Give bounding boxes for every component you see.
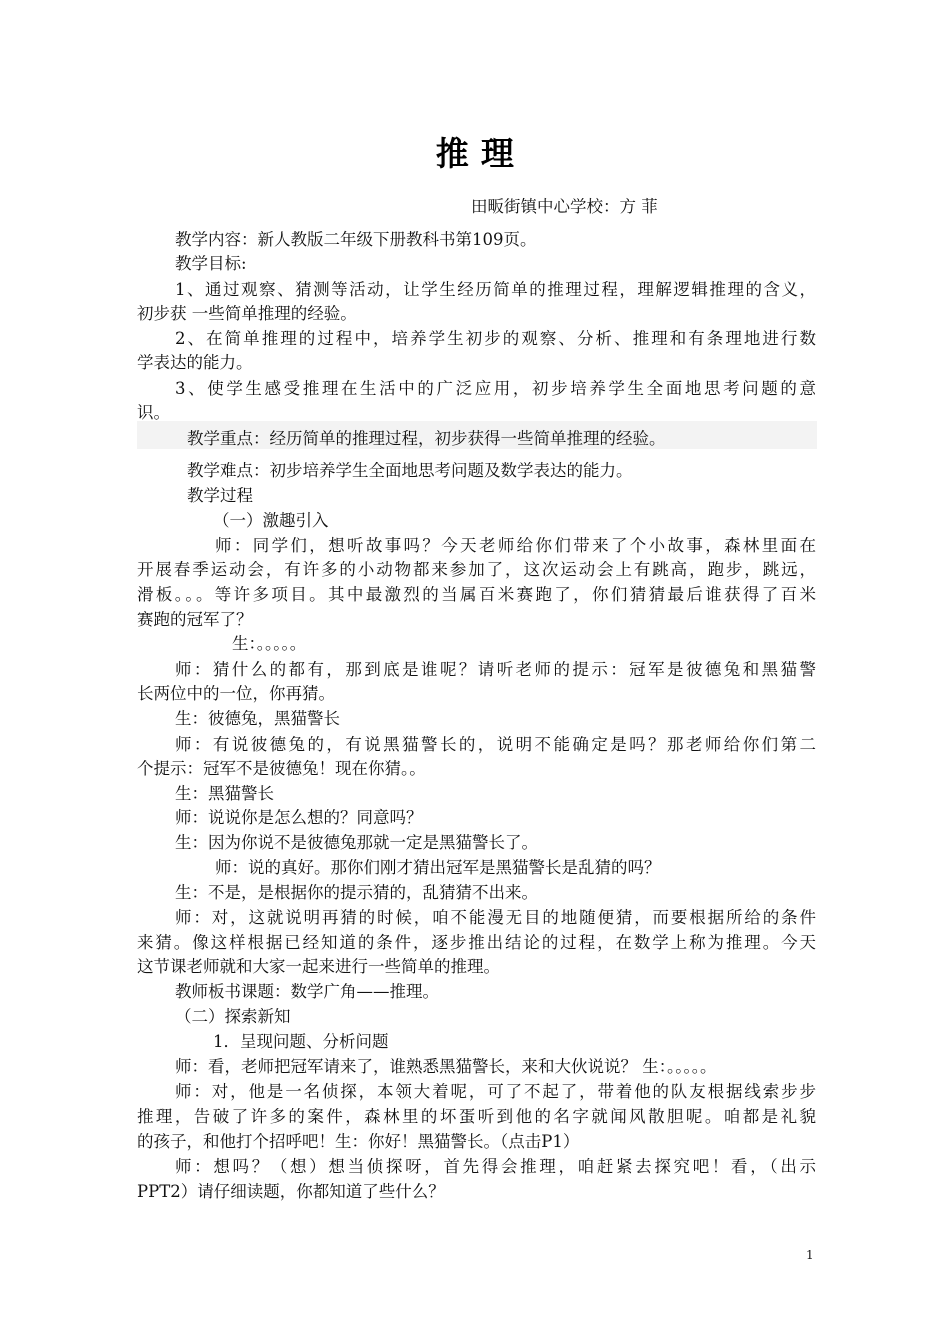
paragraph-line: 师：说说你是怎么想的？同意吗？: [175, 808, 423, 827]
author-line: 田畈街镇中心学校：方 菲: [471, 197, 658, 216]
paragraph-line: 长两位中的一位，你再猜。: [137, 684, 335, 703]
paragraph-line: 的孩子，和他打个招呼吧！生：你好！黑猫警长。（点击P1）: [137, 1132, 580, 1151]
paragraph-line: 开展春季运动会，有许多的小动物都来参加了，这次运动会上有跳高，跑步，跳远，: [137, 560, 816, 579]
subsection-heading: 1．呈现问题、分析问题: [213, 1032, 389, 1051]
paragraph-line: 师：对，这就说明再猜的时候，咱不能漫无目的地随便猜，而要根据所给的条件: [175, 908, 816, 927]
paragraph-line: 这节课老师就和大家一起来进行一些简单的推理。: [137, 957, 500, 976]
paragraph-line: 赛跑的冠军了？: [137, 610, 253, 629]
teaching-content: 教学内容：新人教版二年级下册教科书第109页。: [175, 230, 537, 249]
paragraph-line: 生：黑猫警长: [175, 784, 274, 803]
paragraph-line: 师：看，老师把冠军请来了，谁熟悉黑猫警长，来和大伙说说？ 生：。。。。。: [175, 1057, 717, 1076]
paragraph-line: 生：因为你说不是彼德兔那就一定是黑猫警长了。: [175, 833, 538, 852]
paragraph-line: PPT2）请仔细读题，你都知道了些什么？: [137, 1182, 445, 1201]
document-title: 推 理: [435, 134, 515, 173]
paragraph-line: 师：有说彼德兔的，有说黑猫警长的，说明不能确定是吗？那老师给你们第二: [175, 735, 816, 754]
goal-1-line-1: 1、通过观察、猜测等活动，让学生经历简单的推理过程，理解逻辑推理的含义，: [175, 280, 816, 299]
paragraph-line: 师：对，他是一名侦探，本领大着呢，可了不起了，带着他的队友根据线索步步: [175, 1082, 816, 1101]
difficult-point: 教学难点：初步培养学生全面地思考问题及数学表达的能力。: [187, 461, 633, 480]
goal-3-line-1: 3、使学生感受推理在生活中的广泛应用，初步培养学生全面地思考问题的意: [175, 379, 816, 398]
paragraph-line: 个提示：冠军不是彼德兔！现在你猜。。: [137, 759, 426, 778]
paragraph-line: 师：说的真好。那你们刚才猜出冠军是黑猫警长是乱猜的吗？: [215, 858, 661, 877]
paragraph-line: 师：想吗？（想）想当侦探呀，首先得会推理，咱赶紧去探究吧！看，（出示: [175, 1157, 816, 1176]
teaching-goals-heading: 教学目标:: [175, 254, 247, 273]
process-heading: 教学过程: [187, 486, 253, 505]
goal-2-line-2: 学表达的能力。: [137, 353, 253, 372]
paragraph-line: 教师板书课题：数学广角——推理。: [175, 982, 439, 1001]
goal-3-line-2: 识。: [137, 403, 170, 422]
paragraph-line: 滑板。。。等许多项目。其中最激烈的当属百米赛跑了，你们猜猜最后谁获得了百米: [137, 585, 816, 604]
paragraph-line: 师：同学们，想听故事吗？今天老师给你们带来了个小故事，森林里面在: [215, 536, 816, 555]
goal-2-line-1: 2、在简单推理的过程中，培养学生初步的观察、分析、推理和有条理地进行数: [175, 329, 816, 348]
paragraph-line: 来猜。像这样根据已经知道的条件，逐步推出结论的过程，在数学上称为推理。今天: [137, 933, 816, 952]
page-number: 1: [806, 1248, 814, 1262]
paragraph-line: 推理，告破了许多的案件，森林里的坏蛋听到他的名字就闻风散胆呢。咱都是礼貌: [137, 1107, 816, 1126]
paragraph-line: 生：不是，是根据你的提示猜的，乱猜猜不出来。: [175, 883, 538, 902]
section-2-heading: （二）探索新知: [175, 1007, 291, 1026]
goal-1-line-2: 初步获 一些简单推理的经验。: [137, 304, 357, 323]
section-1-heading: （一）激趣引入: [213, 511, 329, 530]
paragraph-line: 师：猜什么的都有，那到底是谁呢？请听老师的提示：冠军是彼德兔和黑猫警: [175, 660, 816, 679]
paragraph-line: 生：彼德兔，黑猫警长: [175, 709, 340, 728]
key-point: 教学重点：经历简单的推理过程，初步获得一些简单推理的经验。: [187, 429, 666, 448]
paragraph-line: 生：。。。。。: [232, 634, 307, 653]
